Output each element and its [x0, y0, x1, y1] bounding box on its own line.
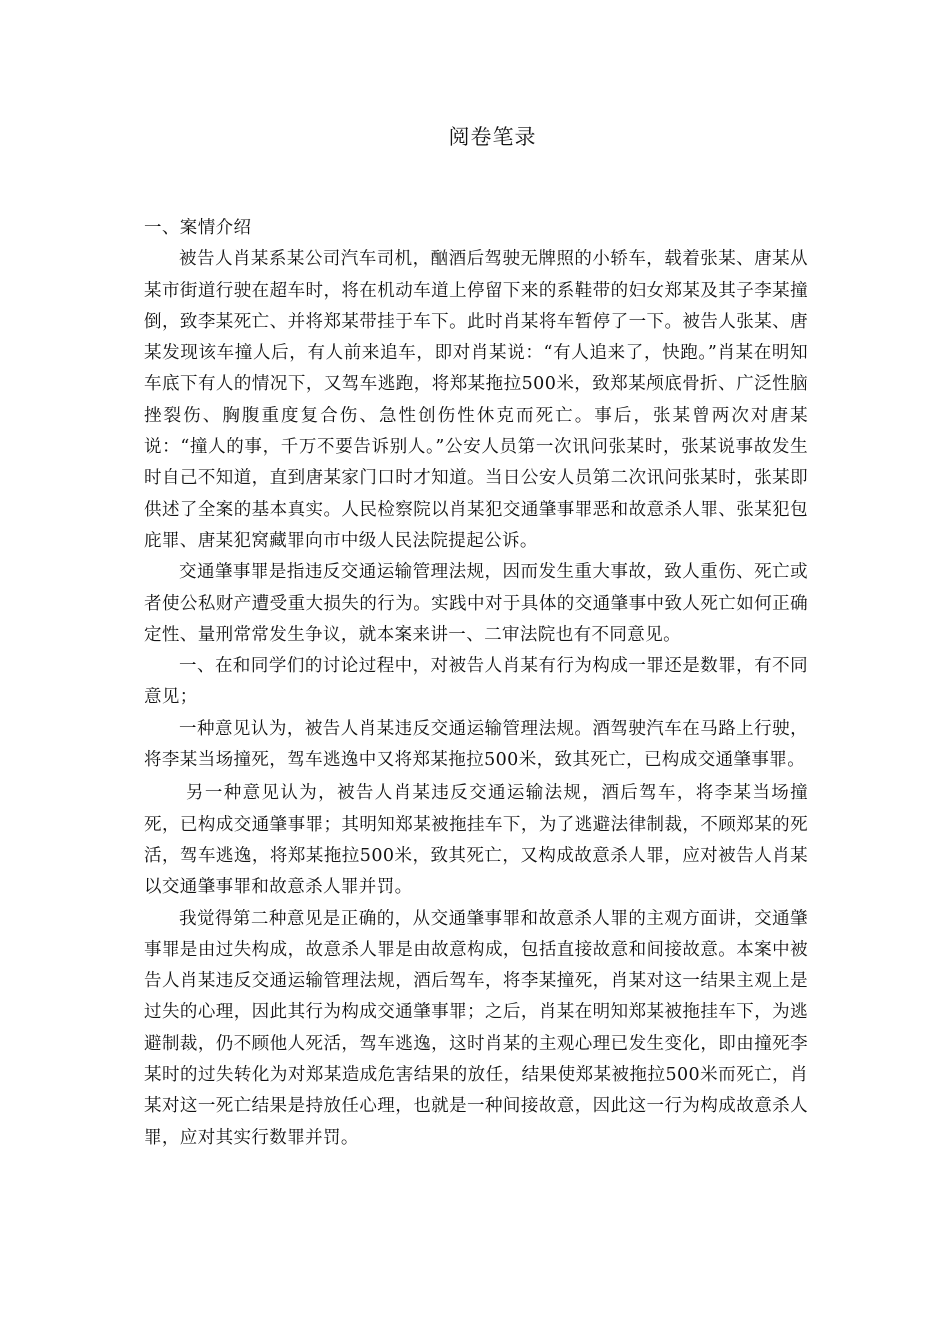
conclusion-paragraph: 我觉得第二种意见是正确的，从交通肇事罪和故意杀人罪的主观方面讲，交通肇事罪是由过失构成，故意杀人罪是由故意构成，包括直接故意和间接故意。本案中被告人肖某违反交通运输管理法规，酒后驾车，将李某撞死，肖某对这一结果主观上是过失的心理，因此其行为构成交通肇事罪；之后，肖某在明知郑某被拖挂车下，为逃避制裁，仍不顾他人死活，驾车逃逸，这时肖某的主观心理已发生变化，即由撞死李某时的过失转化为对郑某造成危害结果的放任，结果使郑某被拖拉500米而死亡，肖某对这一死亡结果是持放任心理，也就是一种间接故意，因此这一行为构成故意杀人罪，应对其实行数罪并罚。: [144, 908, 808, 1148]
document-body: [144, 213, 808, 1154]
definition-paragraph: 交通肇事罪是指违反交通运输管理法规，因而发生重大事故，致人重伤、死亡或者使公私财产遭受重大损失的行为。实践中对于具体的交通肇事中致人死亡如何正确定性、量刑常常发生争议，就本案来讲一、二审法院也有不同意见。: [144, 562, 808, 645]
second-opinion-paragraph: 另一种意见认为，被告人肖某违反交通运输法规，酒后驾车，将李某当场撞死，已构成交通肇事罪；其明知郑某被拖挂车下，为了逃避法律制裁，不顾郑某的死活，驾车逃逸，将郑某拖拉500米，致其死亡，又构成故意杀人罪，应对被告人肖某以交通肇事罪和故意杀人罪并罚。: [144, 783, 808, 898]
case-facts-paragraph: 被告人肖某系某公司汽车司机，酗酒后驾驶无牌照的小轿车，载着张某、唐某从某市街道行驶在超车时，将在机动车道上停留下来的系鞋带的妇女郑某及其子李某撞倒，致李某死亡、并将郑某带挂于车下。此时肖某将车暂停了一下。被告人张某、唐某发现该车撞人后，有人前来追车，即对肖某说：“有人追来了，快跑。”肖某在明知车底下有人的情况下，又驾车逃跑，将郑某拖拉500米，致郑某颅底骨折、广泛性脑挫裂伤、胸腹重度复合伤、急性创伤性休克而死亡。事后，张某曾两次对唐某说：“撞人的事，千万不要告诉别人。”公安人员第一次讯问张某时，张某说事故发生时自己不知道，直到唐某家门口时才知道。当日公安人员第二次讯问张某时，张某即供述了全案的基本真实。人民检察院以肖某犯交通肇事罪恶和故意杀人罪、张某犯包庇罪、唐某犯窝藏罪向市中级人民法院提起公诉。: [144, 249, 808, 551]
section-heading: 一、案情介绍: [144, 218, 252, 238]
discussion-intro-paragraph: 一、在和同学们的讨论过程中，对被告人肖某有行为构成一罪还是数罪，有不同意见；: [144, 656, 808, 708]
document-title: 阅卷笔录: [448, 125, 537, 149]
first-opinion-paragraph: 一种意见认为，被告人肖某违反交通运输管理法规。酒驾驶汽车在马路上行驶，将李某当场撞死，驾车逃逸中又将郑某拖拉500米，致其死亡，已构成交通肇事罪。: [144, 718, 808, 771]
